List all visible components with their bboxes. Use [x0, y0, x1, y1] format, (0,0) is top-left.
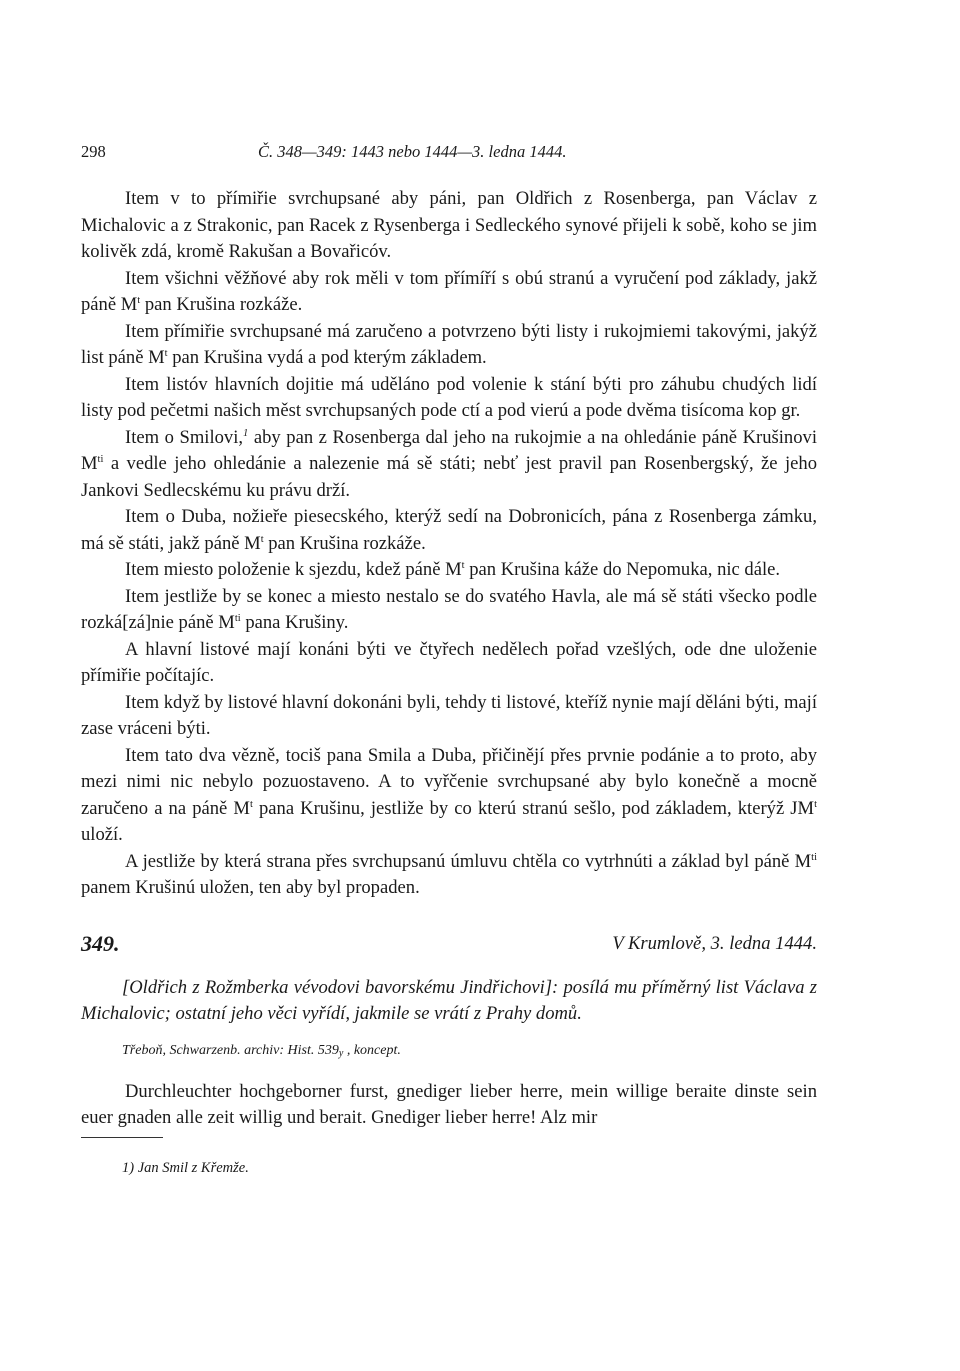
paragraph: Item tato dva vězně, tociš pana Smila a Duba, přičinějí přes prvnie podánie a to proto, aby mezi nimi nic nebylo pozuostaveno. A to vyřčenie svrchupsané aby bylo konečně a mocně zaručeno a na páně $M^t$ pana Krušinu, jestliže by co kterú stranú sešlo, pod základem, kterýž $JM^t$ uloží.	[81, 744, 817, 845]
regest: [Oldřich z Rožmberka vévodovi bavorskému Jindřichovi]: posílá mu příměrný list Václava z Michalovic; ostatní jeho věci vyřídí, jakmile se vrátí z Prahy domů.	[81, 976, 817, 1024]
paragraph: Item když by listové hlavní dokonáni byli, tehdy ti listové, kteříž nynie mají děláni býti, mají zase vráceni býti.	[81, 691, 817, 739]
page	[81, 142, 817, 1177]
paragraph: A hlavní listové mají konáni býti ve čtyřech nedělech pořad vzešlých, ode dne uloženie přímiřie počítajíc.	[81, 638, 817, 686]
archival-source: Třeboň, Schwarzenb. archiv: Hist. $539_y$ , koncept.	[122, 1042, 401, 1059]
document-number: 349.	[81, 930, 120, 956]
footnote: 1) Jan Smil z Křemže.	[122, 1159, 249, 1176]
paragraph: Item v to přímiřie svrchupsané aby páni, pan Oldřich z Rosenberga, pan Václav z Michalovic a z Strakonic, pan Racek z Rysenberga i Sedleckého synové přijeli k sobě, koho se jim kolivěk zdá, kromě Rakušan a Bovařicóv.	[81, 188, 817, 262]
paragraph: Item listóv hlavních dojitie má uděláno pod volenie k stání býti pro záhubu chudých lidí listy pod pečetmi našich měst svrchupsaných pode ctí a pod vierú a pode dvěma tisícoma kop gr.	[81, 373, 817, 421]
footnote-marker: 1	[243, 427, 249, 439]
paragraph: Item o Smilovi,$^1$ aby pan z Rosenberga dal jeho na rukojmie a na ohledánie páně Krušinovi $M^{ti}$ a vedle jeho ohledánie a nalezenie má sě státi; nebť jest pravil pan Rosenbergský, že jeho Jankovi Sedlecskému ku právu drží.	[81, 426, 817, 501]
page-header	[81, 142, 817, 168]
paragraph: Item miesto položenie k sjezdu, kdež páně $M^t$ pan Krušina káže do Nepomuka, nic dále.	[125, 559, 781, 580]
footnote-divider	[81, 1137, 163, 1138]
paragraph: Item přímiřie svrchupsané má zaručeno a potvrzeno býti listy i rukojmiemi takovými, jakýž list páně $M^t$ pan Krušina vydá a pod kterým základem.	[81, 320, 817, 368]
page-number: 298	[81, 142, 106, 161]
document-heading	[81, 931, 817, 961]
paragraph: Item všichni věžňové aby rok měli v tom přímíří s obú stranú a vyručení pod základy, jakž páně $M^t$ pan Krušina rozkáže.	[81, 267, 817, 315]
paragraph: A jestliže by která strana přes svrchupsanú úmluvu chtěla co vytrhnúti a základ byl páně $M^{ti}$ panem Krušinú uložen, ten aby byl propaden.	[81, 850, 817, 898]
paragraph: Item o Duba, nožieře piesecského, kterýž sedí na Dobronicích, pána z Rosenberga zámku, má sě státi, jakž páně $M^t$ pan Krušina rozkáže.	[81, 506, 817, 554]
charter-text	[81, 186, 817, 902]
paragraph: Item jestliže by se konec a miesto nestalo se do svatého Havla, ale má sě státi všecko podle rozká[zá]nie páně $M^{ti}$ pana Krušiny.	[81, 585, 817, 633]
running-title: Č. 348—349: 1443 nebo 1444—3. ledna 1444.	[258, 142, 567, 161]
document-place-date: V Krumlově, 3. ledna 1444.	[612, 932, 817, 954]
letter-text: Durchleuchter hochgeborner furst, gnediger lieber herre, mein willige beraite dinste sein euer gnaden alle zeit willig und berait. Gnediger lieber herre! Alz mir	[81, 1080, 817, 1128]
